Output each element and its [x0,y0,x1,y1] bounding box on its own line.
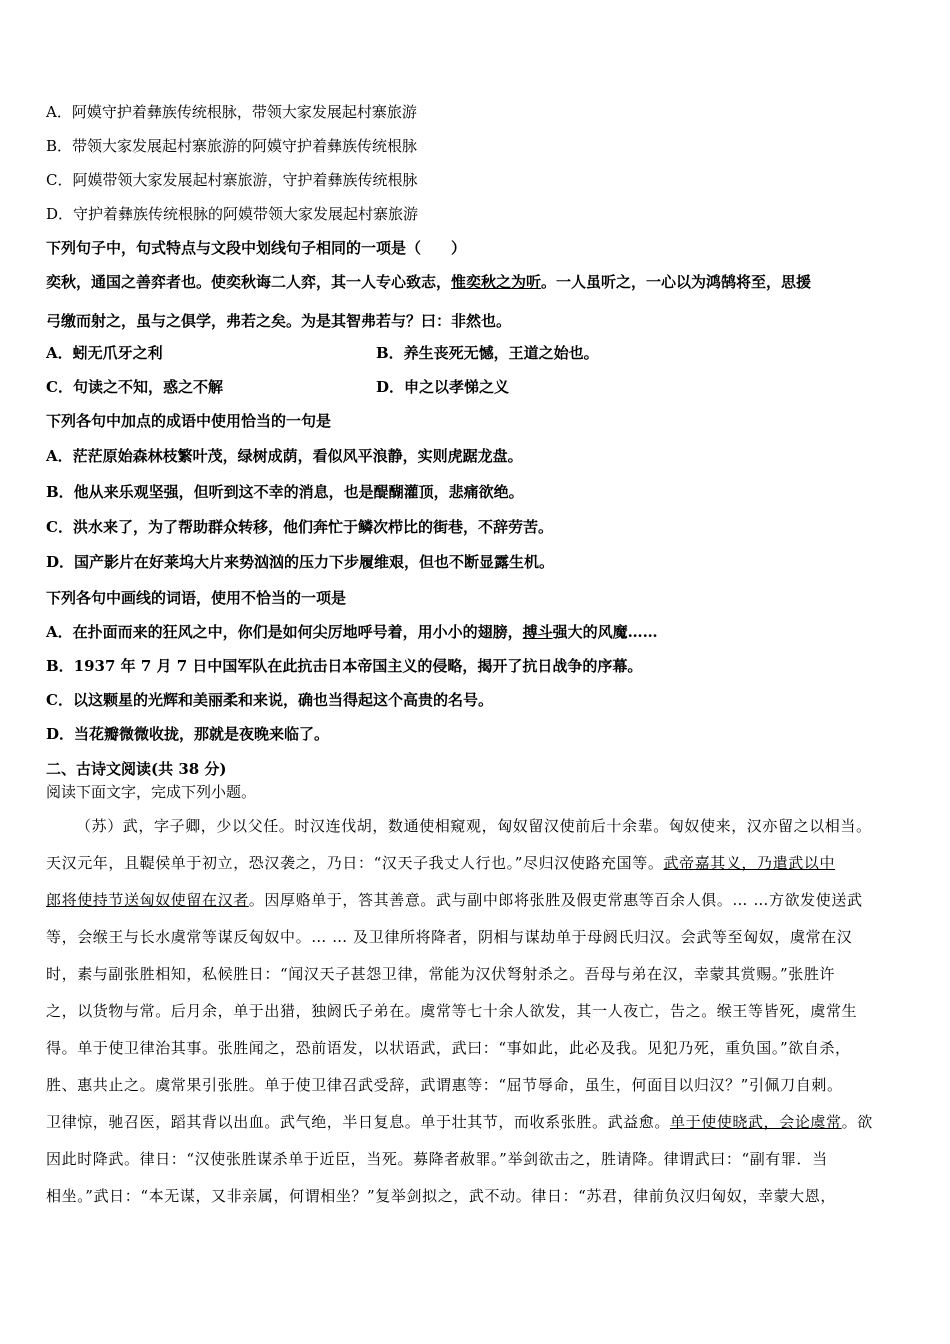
q4-option-a-text: A．在扑面而来的狂风之中，你们是如何尖厉地呼号着，用小小的翅膀， [46,623,523,641]
passage-line-4: 等，会缑王与长水虞常等谋反匈奴中。… … 及卫律所将降者，阴相与谋劫单于母阏氏归汉。会武等至匈奴，虞常在汉 [46,928,853,946]
passage-line-11: 相坐。”武日：“本无谋，又非亲属，何谓相坐？”复举剑拟之，武不动。律日：“苏君，律前负汉归匈奴，幸蒙大恩， [46,1187,836,1205]
q4-underlined-word: 搏斗 [522,623,553,641]
passage-underlined-sentence-1: 武帝嘉其义，乃遣武以中 [663,854,836,872]
passage-line-8: 胜、惠共止之。虞常果引张胜。单于使卫律召武受辞，武谓惠等：“屈节辱命，虽生，何面目以归汉？”引佩刀自刺。 [46,1076,843,1094]
q2-passage-text: 奕秋，通国之善弈者也。使奕秋诲二人弈，其一人专心致志， [46,273,452,291]
q2-passage-line1 [46,272,811,292]
q1-option-c: C．阿嫫带领大家发展起村寨旅游，守护着彝族传统根脉 [46,171,418,189]
passage-text: 卫律惊，驰召医，蹈其背以出血。武气绝，半日复息。单于壮其节，而收系张胜。武益愈。 [46,1113,671,1131]
q4-option-d: D．当花瓣微微收拢，那就是夜晚来临了。 [46,725,330,743]
q2-option-a: A．蚓无爪牙之利 [46,344,163,362]
passage-underlined-sentence-1-cont: 郎将使持节送匈奴使留在汉者 [46,891,249,909]
q3-option-a: A．茫茫原始森林枝繁叶茂，绿树成荫，看似风平浪静，实则虎踞龙盘。 [46,447,523,465]
passage-text: 。因厚赂单于，答其善意。武与副中郎将张胜及假吏常惠等百余人俱。… …方欲发使送武 [248,891,863,909]
q2-option-b: B．养生丧死无憾，王道之始也。 [376,344,599,362]
passage-line-6: 之，以货物与常。后月余，单于出猎，独阏氏子弟在。虞常等七十余人欲发，其一人夜亡，告之。缑王等皆死，虞常生 [46,1002,858,1020]
passage-line-10: 因此时降武。律日：“汉使张胜谋杀单于近臣，当死。募降者赦罪。”举剑欲击之，胜请降。律谓武曰：“副有罪．当 [46,1150,828,1168]
passage-line-9 [46,1112,914,1132]
q2-underlined-sentence: 惟奕秋之为听 [451,273,542,291]
passage-line-3 [46,890,914,910]
q2-option-c: C．句读之不知，惑之不解 [46,378,223,396]
q1-option-a: A．阿嫫守护着彝族传统根脉，带领大家发展起村寨旅游 [46,103,417,121]
q4-option-b: B．1937 年 7 月 7 日中国军队在此抗击日本帝国主义的侵略，揭开了抗日战争的序幕。 [46,657,643,675]
q1-option-d: D．守护着彝族传统根脉的阿嫫带领大家发展起村寨旅游 [46,205,419,223]
q4-option-c: C．以这颗星的光辉和美丽柔和来说，确也当得起这个高贵的名号。 [46,691,493,709]
passage-line-7: 得。单于使卫律治其事。张胜闻之，恐前语发，以状语武，武曰：“事如此，此必及我。见犯乃死，重负国。”欲自杀， [46,1039,851,1057]
q4-option-a [46,622,658,642]
q3-option-c: C．洪水来了，为了帮助群众转移，他们奔忙于鳞次栉比的街巷，不辞劳苦。 [46,518,553,536]
passage-line-1: （苏）武，字子卿，少以父任。时汉连伐胡，数通使相窥观，匈奴留汉使前后十余辈。匈奴使来，汉亦留之以相当。 [76,817,872,835]
passage-underlined-sentence-2: 单于使使晓武，会论虞常 [670,1113,842,1131]
q3-stem: 下列各句中加点的成语中使用恰当的一句是 [46,412,332,430]
q4-option-a-text-cont: 强大的风魔…… [552,623,658,641]
q3-option-d: D．国产影片在好莱坞大片来势汹汹的压力下步履维艰，但也不断显露生机。 [46,553,555,571]
passage-line-2 [46,853,914,873]
q3-option-b: B．他从来乐观坚强，但听到这不幸的消息，也是醍醐灌顶，悲痛欲绝。 [46,483,524,501]
section-instruction: 阅读下面文字，完成下列小题。 [46,783,257,801]
passage-text-cont: 。欲 [841,1113,873,1131]
passage-line-5: 时，素与副张胜相知，私候胜日：“闻汉天子甚怨卫律，常能为汉伏弩射杀之。吾母与弟在汉，幸蒙其赏赐。”张胜许 [46,965,836,983]
section-title: 二、古诗文阅读(共 38 分) [46,760,227,778]
q4-stem: 下列各句中画线的词语，使用不恰当的一项是 [46,589,347,607]
q1-option-b: B．带领大家发展起村寨旅游的阿嫫守护着彝族传统根脉 [46,137,418,155]
q2-option-d: D．申之以孝悌之义 [376,378,510,396]
q2-passage-line2: 弓缴而射之，虽与之俱学，弗若之矣。为是其智弗若与？曰：非然也。 [46,312,512,330]
q2-passage-text-cont: 。一人虽听之，一心以为鸿鹄将至，思援 [541,273,812,291]
passage-text: 天汉元年，且鞮侯单于初立，恐汉袭之，乃日：“汉天子我丈人行也。”尽归汉使路充国等。 [46,854,664,872]
q2-stem: 下列句子中，句式特点与文段中划线句子相同的一项是（ ） [46,239,467,257]
